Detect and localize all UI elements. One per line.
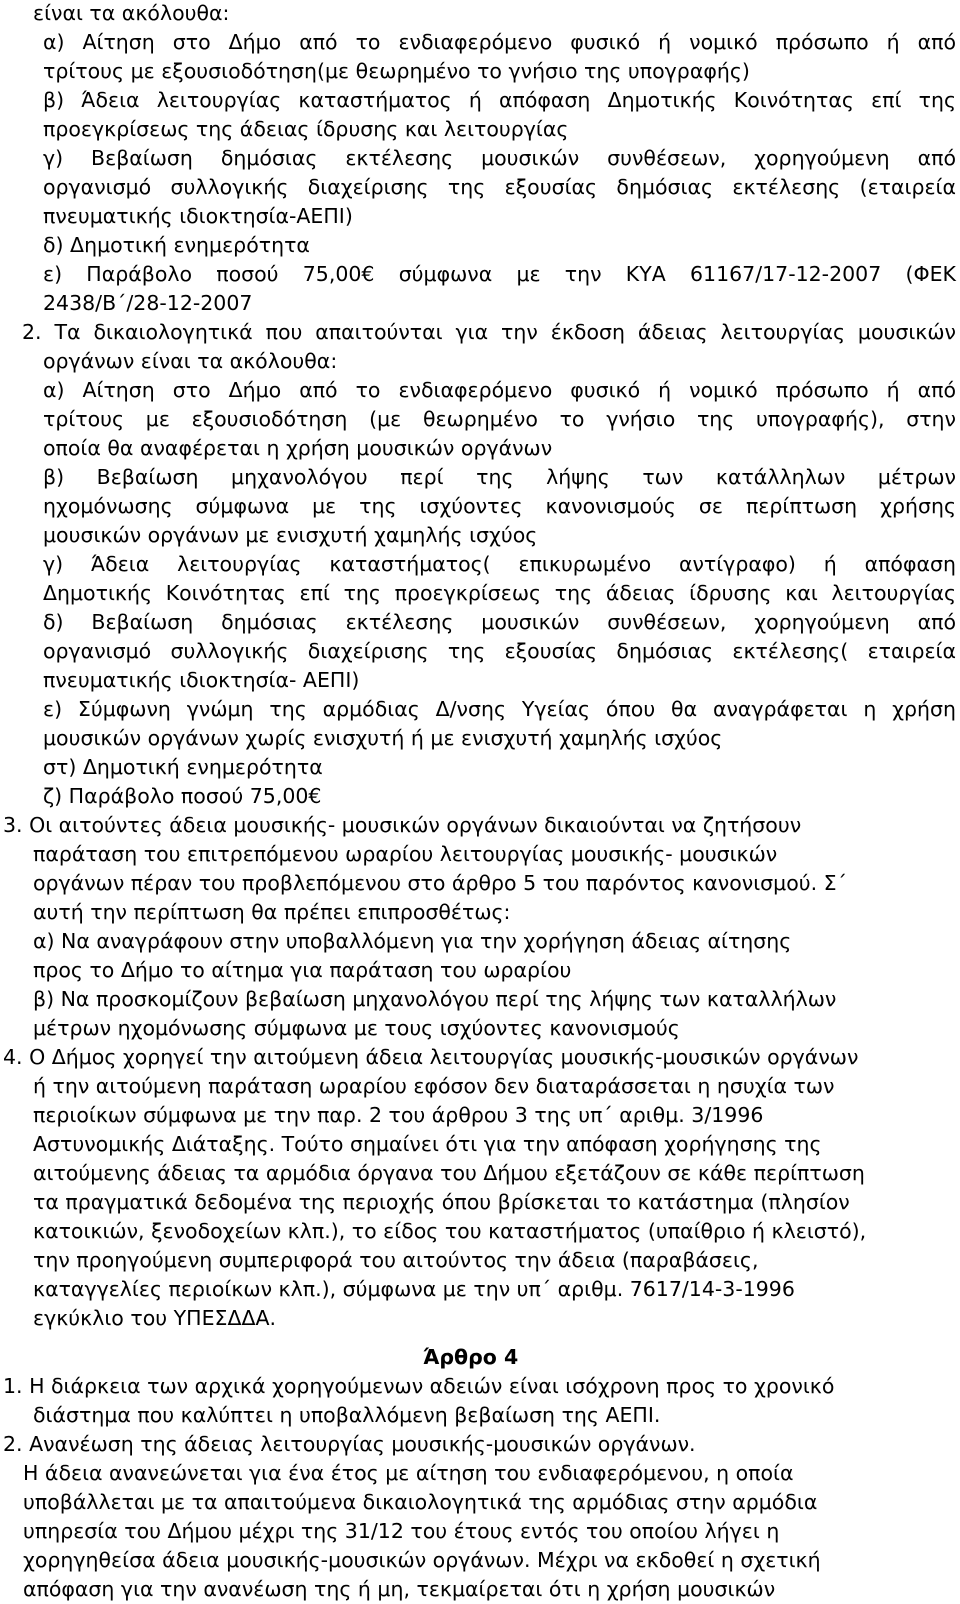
text-line: διάστημα που καλύπτει η υποβαλλόμενη βεβαίωση της ΑΕΠΙ. xyxy=(33,1403,661,1427)
text-line: 1. Η διάρκεια των αρχικά χορηγούμενων αδειών είναι ισόχρονη προς το χρονικό xyxy=(3,1374,835,1398)
text-line: οποία θα αναφέρεται η χρήση μουσικών οργάνων xyxy=(43,436,553,460)
text-line: β) Βεβαίωση μηχανολόγου περί της λήψης των κατάλληλων μέτρων xyxy=(43,465,956,489)
text-line: περιοίκων σύμφωνα με την παρ. 2 του άρθρου 3 της υπ΄ αριθμ. 3/1996 xyxy=(33,1103,764,1127)
text-line: οργάνων πέραν του προβλεπόμενου στο άρθρο 5 του παρόντος κανονισμού. Σ΄ xyxy=(33,871,847,895)
text-line: χορηγηθείσα άδεια μουσικής-μουσικών οργάνων. Μέχρι να εκδοθεί η σχετική xyxy=(23,1548,821,1572)
text-line: εγκύκλιο του ΥΠΕΣΔΔΑ. xyxy=(33,1306,277,1330)
text-line: γ) Βεβαίωση δημόσιας εκτέλεσης μουσικών συνθέσεων, χορηγούμενη από xyxy=(43,146,956,170)
text-line: είναι τα ακόλουθα: xyxy=(33,1,230,25)
text-line: κατοικιών, ξενοδοχείων κλπ.), το είδος του καταστήματος (υπαίθριο ή κλειστό), xyxy=(33,1219,867,1243)
text-line: υπηρεσία του Δήμου μέχρι της 31/12 του έτους εντός του οποίου λήγει η xyxy=(23,1519,780,1543)
text-line: 4. Ο Δήμος χορηγεί την αιτούμενη άδεια λειτουργίας μουσικής-μουσικών οργάνων xyxy=(3,1045,859,1069)
text-line: α) Αίτηση στο Δήμο από το ενδιαφερόμενο φυσικό ή νομικό πρόσωπο ή από xyxy=(43,30,956,54)
text-line: αιτούμενης άδειας τα αρμόδια όργανα του Δήμου εξετάζουν σε κάθε περίπτωση xyxy=(33,1161,865,1185)
text-line: μουσικών οργάνων με ενισχυτή χαμηλής ισχύος xyxy=(43,523,538,547)
text-line: 3. Οι αιτούντες άδεια μουσικής- μουσικών οργάνων δικαιούνται να ζητήσουν xyxy=(3,813,802,837)
text-line: υποβάλλεται με τα απαιτούμενα δικαιολογητικά της αρμόδιας στην αρμόδια xyxy=(23,1490,818,1514)
text-line: μέτρων ηχομόνωσης σύμφωνα με τους ισχύοντες κανονισμούς xyxy=(33,1016,680,1040)
text-line: ή την αιτούμενη παράταση ωραρίου εφόσον δεν διαταράσσεται η ησυχία των xyxy=(33,1074,835,1098)
text-line: δ) Δημοτική ενημερότητα xyxy=(43,233,310,257)
text-line: τρίτους με εξουσιοδότηση (με θεωρημένο το γνήσιο της υπογραφής), στην xyxy=(43,407,956,431)
text-line: την προηγούμενη συμπεριφορά του αιτούντος την άδεια (παραβάσεις, xyxy=(33,1248,759,1272)
text-line: καταγγελίες περιοίκων κλπ.), σύμφωνα με την υπ΄ αριθμ. 7617/14-3-1996 xyxy=(33,1277,795,1301)
text-line: Αστυνομικής Διάταξης. Τούτο σημαίνει ότι για την απόφαση χορήγησης της xyxy=(33,1132,822,1156)
text-line: Η άδεια ανανεώνεται για ένα έτος με αίτηση του ενδιαφερόμενου, η οποία xyxy=(23,1461,794,1485)
text-line: ηχομόνωσης σύμφωνα με της ισχύοντες κανονισμούς σε περίπτωση χρήσης xyxy=(43,494,956,518)
text-line: προεγκρίσεως της άδειας ίδρυσης και λειτουργίας xyxy=(43,117,569,141)
text-line: παράταση του επιτρεπόμενου ωραρίου λειτουργίας μουσικής- μουσικών xyxy=(33,842,778,866)
text-line: α) Αίτηση στο Δήμο από το ενδιαφερόμενο φυσικό ή νομικό πρόσωπο ή από xyxy=(43,378,956,402)
text-line: τρίτους με εξουσιοδότηση(με θεωρημένο το γνήσιο της υπογραφής) xyxy=(43,59,750,83)
text-line: β) Άδεια λειτουργίας καταστήματος ή απόφαση Δημοτικής Κοινότητας επί της xyxy=(43,88,956,112)
text-line: προς το Δήμο το αίτημα για παράταση του ωραρίου xyxy=(33,958,572,982)
text-line: ζ) Παράβολο ποσού 75,00€ xyxy=(43,784,322,808)
text-line: οργανισμό συλλογικής διαχείρισης της εξουσίας δημόσιας εκτέλεσης (εταιρεία xyxy=(43,175,956,199)
text-line: αυτή την περίπτωση θα πρέπει επιπροσθέτως: xyxy=(33,900,511,924)
text-line: β) Να προσκομίζουν βεβαίωση μηχανολόγου περί της λήψης των καταλλήλων xyxy=(33,987,837,1011)
text-line: 2438/Β΄/28-12-2007 xyxy=(43,291,253,315)
text-line: 2. Ανανέωση της άδειας λειτουργίας μουσικής-μουσικών οργάνων. xyxy=(3,1432,696,1456)
text-line: στ) Δημοτική ενημερότητα xyxy=(43,755,323,779)
text-line: μουσικών οργάνων χωρίς ενισχυτή ή με ενισχυτή χαμηλής ισχύος xyxy=(43,726,723,750)
text-line: γ) Άδεια λειτουργίας καταστήματος( επικυρωμένο αντίγραφο) ή απόφαση xyxy=(43,552,956,576)
text-line: Δημοτικής Κοινότητας επί της προεγκρίσεως της άδειας ίδρυσης και λειτουργίας xyxy=(43,581,956,605)
text-line: οργάνων είναι τα ακόλουθα: xyxy=(43,349,338,373)
text-line: ε) Σύμφωνη γνώμη της αρμόδιας Δ/νσης Υγείας όπου θα αναγράφεται η χρήση xyxy=(43,697,956,721)
text-line: 2. Τα δικαιολογητικά που απαιτούνται για την έκδοση άδειας λειτουργίας μουσικών xyxy=(22,320,956,344)
text-line: δ) Βεβαίωση δημόσιας εκτέλεσης μουσικών συνθέσεων, χορηγούμενη από xyxy=(43,610,956,634)
article-heading: Άρθρο 4 xyxy=(423,1345,519,1369)
text-line: απόφαση για την ανανέωση της ή μη, τεκμαίρεται ότι η χρήση μουσικών xyxy=(23,1577,776,1601)
text-line: τα πραγματικά δεδομένα της περιοχής όπου βρίσκεται το κατάστημα (πλησίον xyxy=(33,1190,850,1214)
text-line: οργανισμό συλλογικής διαχείρισης της εξουσίας δημόσιας εκτέλεσης( εταιρεία xyxy=(43,639,956,663)
text-line: α) Να αναγράφουν στην υποβαλλόμενη για την χορήγηση άδειας αίτησης xyxy=(33,929,792,953)
text-line: ε) Παράβολο ποσού 75,00€ σύμφωνα με την ΚΥΑ 61167/17-12-2007 (ΦΕΚ xyxy=(43,262,956,286)
text-line: πνευματικής ιδιοκτησία-ΑΕΠΙ) xyxy=(43,204,353,228)
text-line: πνευματικής ιδιοκτησία- ΑΕΠΙ) xyxy=(43,668,360,692)
